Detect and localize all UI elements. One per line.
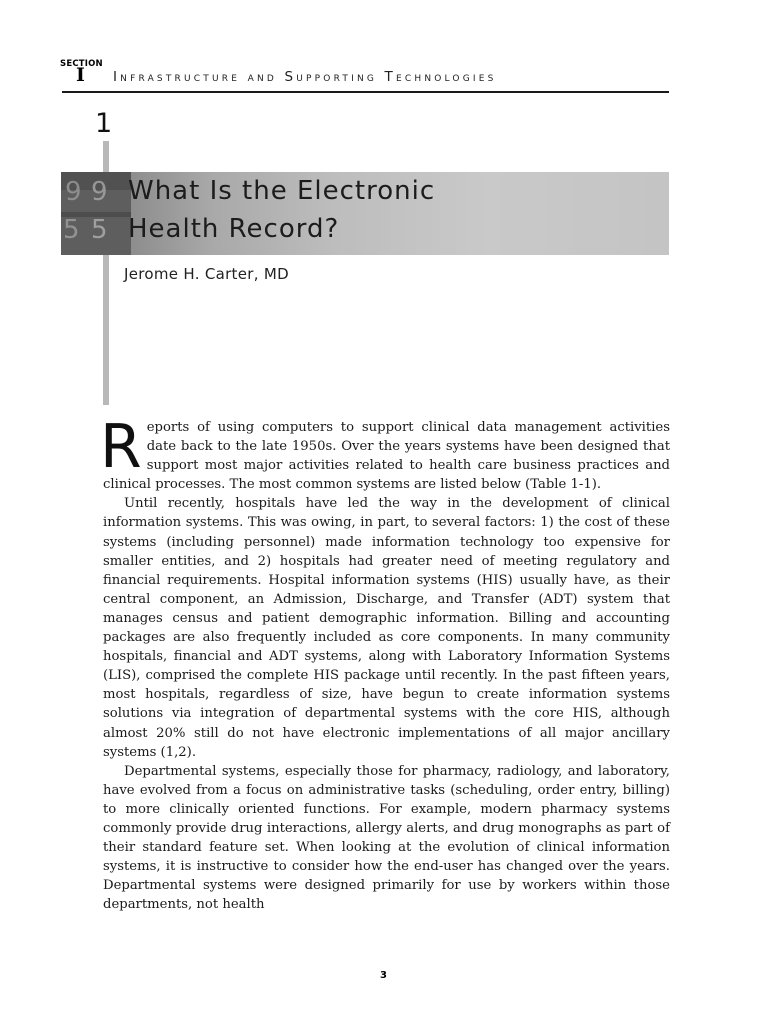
- paragraph-1-text: eports of using computers to support clinical data management activities date back to the late 1950s. Over the years systems have been designed that support most major activities related to health care business practices and clinical processes. The most common systems are listed below (Table 1-1).: [103, 420, 670, 493]
- chapter-number: 1: [95, 108, 113, 139]
- section-label: SECTION: [60, 59, 103, 69]
- page-number: 3: [380, 970, 387, 981]
- svg-text:9: 9: [65, 177, 82, 207]
- section-numeral: I: [76, 64, 85, 86]
- digits-graphic: [61, 172, 131, 255]
- header-rule: [62, 91, 669, 93]
- paragraph-2: Until recently, hospitals have led the way in the development of clinical information systems. This was owing, in part, to several factors: 1) the cost of these systems (including personnel) made information technology too expensive for smaller entities, and 2) hospitals had greater need of meeting regulatory and financial requirements. Hospital information systems (HIS) usually have, as their central component, an Admission, Discharge, and Transfer (ADT) system that manages census and patient demographic information. Billing and accounting packages are also frequently included as core components. In many community hospitals, financial and ADT systems, along with Laboratory Information Systems (LIS), comprised the complete HIS package until recently. In the past fifteen years, most hospitals, regardless of size, have begun to create information systems solutions via integration of departmental systems with the core HIS, although almost 20% still do not have electronic implementations of all major ancillary systems (1,2).: [103, 496, 670, 760]
- paragraph-1: [100, 412, 670, 494]
- chapter-title: What Is the Electronic Health Record?: [128, 176, 436, 244]
- paragraph-3: Departmental systems, especially those for pharmacy, radiology, and laboratory, have evolved from a focus on administrative tasks (scheduling, order entry, billing) to more clinically oriented functions. For example, modern pharmacy systems commonly provide drug interactions, allergy alerts, and drug monographs as part of their standard feature set. When looking at the evolution of clinical information systems, it is instructive to consider how the end-user has changed over the years. Departmental systems were designed primarily for use by workers within those departments, not health: [103, 763, 670, 913]
- chapter-author: Jerome H. Carter, MD: [124, 265, 289, 283]
- svg-text:5: 5: [91, 215, 108, 245]
- svg-text:5: 5: [63, 215, 80, 245]
- section-title: Infrastructure and Supporting Technologies: [113, 69, 497, 85]
- body-text: [100, 412, 670, 914]
- svg-text:9: 9: [91, 177, 108, 207]
- drop-cap: R: [100, 412, 142, 482]
